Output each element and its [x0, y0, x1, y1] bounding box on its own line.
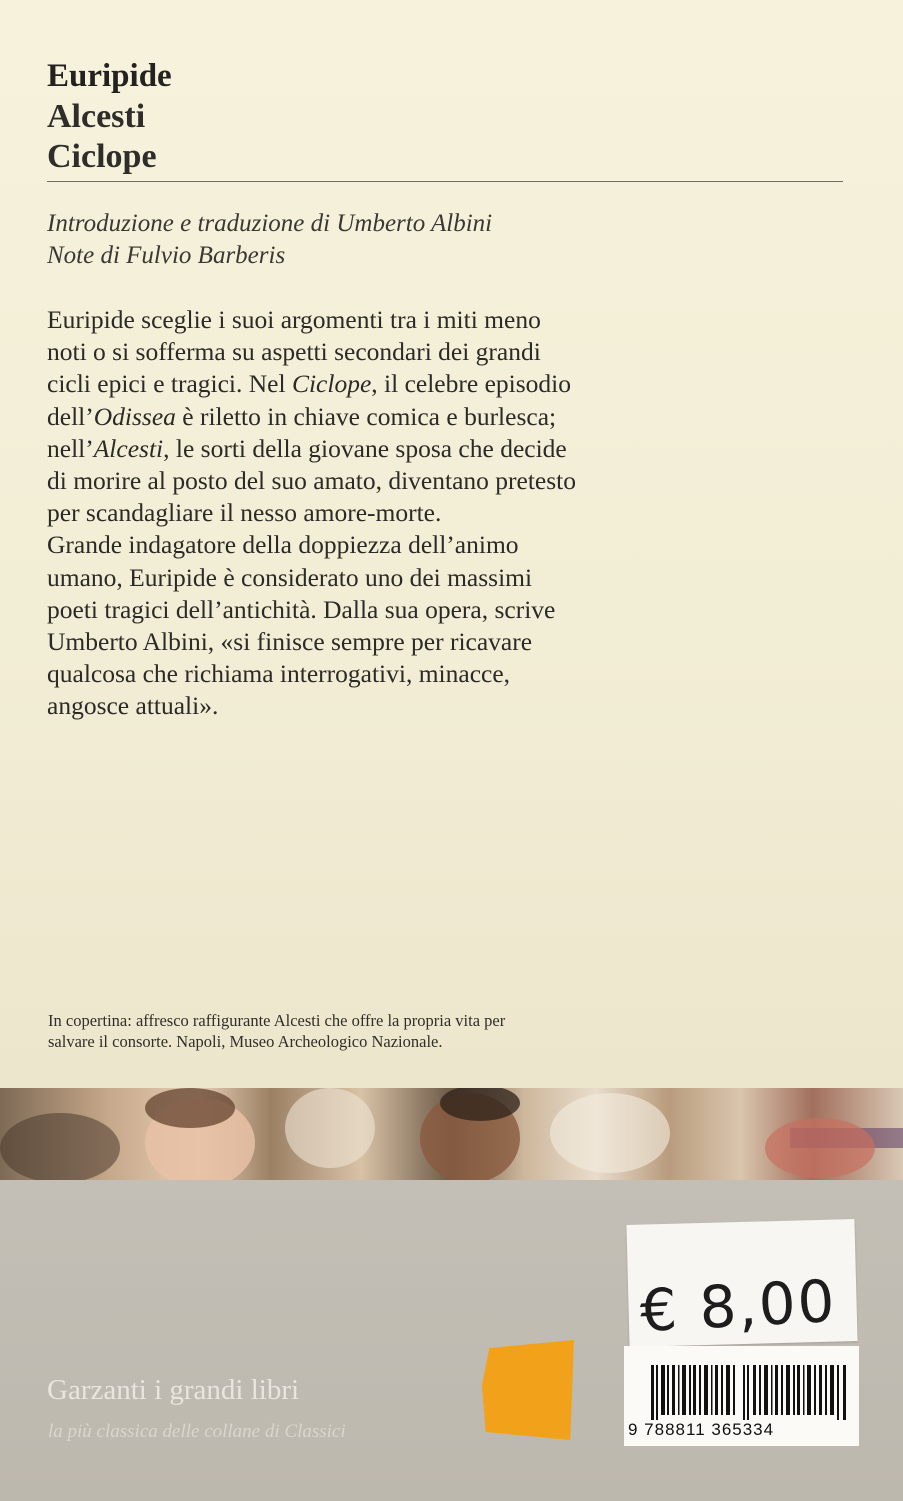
- blurb-line: poeti tragici dell’antichità. Dalla sua opera, scrive: [47, 594, 556, 624]
- cover-image-caption: [48, 1010, 688, 1052]
- translator-credit: Introduzione e traduzione di Umberto Albini: [47, 210, 493, 237]
- blurb-line: noti o si sofferma su aspetti secondari dei grandi: [47, 337, 541, 367]
- work-title-odissea: Odissea: [93, 401, 176, 431]
- title-divider: [47, 181, 843, 182]
- blurb-line: qualcosa che richiama interrogativi, minacce,: [47, 659, 511, 689]
- blurb-line: Umberto Albini, «si finisce sempre per ricavare: [47, 627, 533, 657]
- title-alcesti: Alcesti: [47, 98, 146, 135]
- author-name: Euripide: [47, 58, 172, 94]
- title-ciclope: Ciclope: [47, 138, 157, 175]
- blurb-line: Grande indagatore della doppiezza dell’animo: [47, 530, 519, 560]
- caption-line: In copertina: affresco raffigurante Alcesti che offre la propria vita per: [48, 1011, 506, 1030]
- blurb-line: cicli epici e tragici. Nel Ciclope, il celebre episodio: [47, 369, 571, 399]
- barcode-bars: [651, 1365, 847, 1420]
- fresco-figures: [0, 1088, 903, 1180]
- isbn-number: 9 788811 365334: [628, 1420, 775, 1439]
- work-title-ciclope: Ciclope: [291, 369, 372, 399]
- series-tagline: la più classica delle collane di Classici: [48, 1421, 346, 1442]
- blurb-line: Euripide sceglie i suoi argomenti tra i miti meno: [47, 305, 541, 334]
- blurb-line: nell’Alcesti, le sorti della giovane sposa che decide: [47, 433, 567, 463]
- blurb-line: umano, Euripide è considerato uno dei massimi: [47, 562, 533, 592]
- blurb-line: dell’Odissea è riletto in chiave comica e burlesca;: [47, 401, 557, 431]
- back-cover-blurb: [47, 304, 707, 723]
- work-title-alcesti: Alcesti: [93, 433, 164, 463]
- price-label: € 8,00: [638, 1266, 839, 1346]
- notes-credit: Note di Fulvio Barberis: [47, 242, 286, 269]
- blurb-line: per scandagliare il nesso amore-morte.: [47, 498, 442, 528]
- series-name: Garzanti i grandi libri: [47, 1374, 300, 1406]
- fresco-strip-image: [0, 1088, 903, 1180]
- caption-line: salvare il consorte. Napoli, Museo Archeologico Nazionale.: [48, 1032, 443, 1051]
- blurb-line: angosce attuali».: [47, 691, 219, 721]
- orange-sticker-tab: [482, 1340, 574, 1440]
- blurb-line: di morire al posto del suo amato, diventano pretesto: [47, 466, 577, 496]
